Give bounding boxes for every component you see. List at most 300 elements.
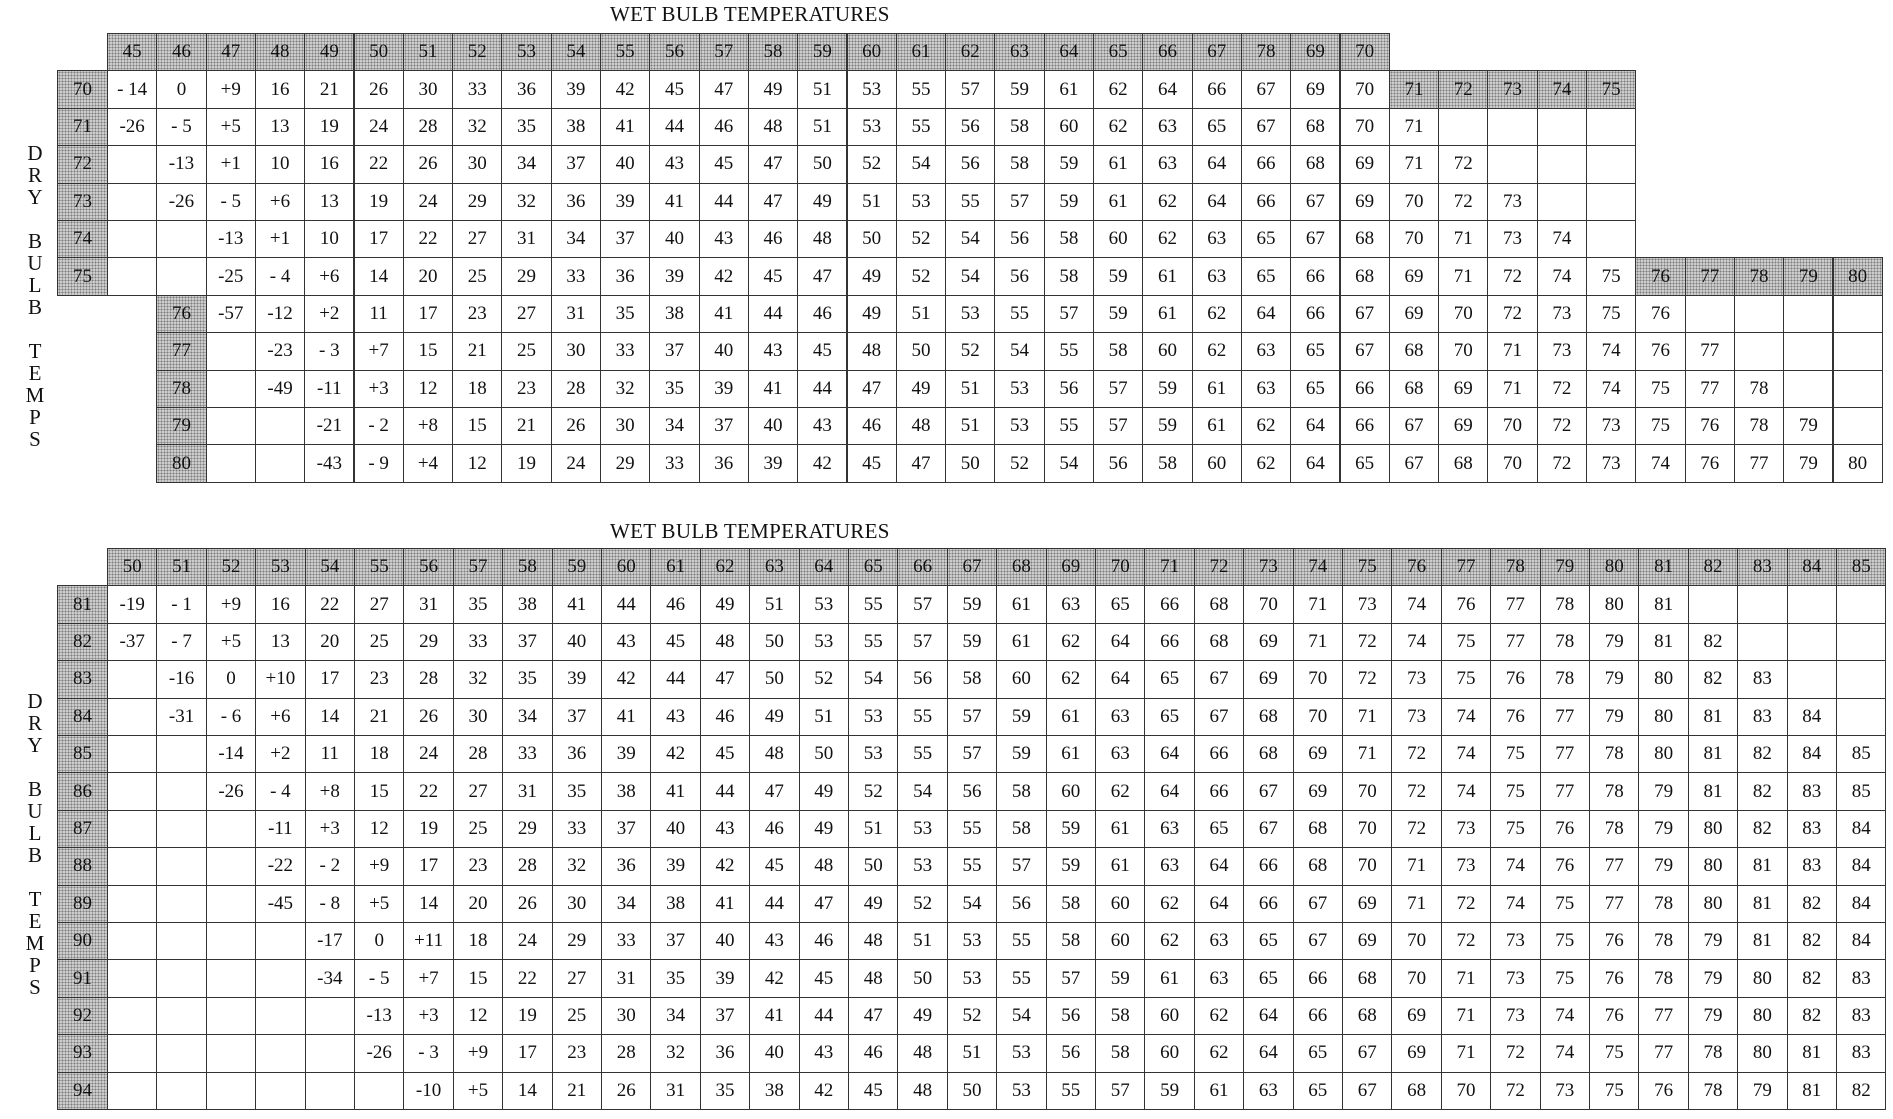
table-cell: 74 <box>1490 885 1540 923</box>
table-cell: 62 <box>1144 885 1194 923</box>
wet-bulb-header: 69 <box>1046 548 1096 586</box>
table-cell: 44 <box>749 885 799 923</box>
table-cell: 65 <box>1243 922 1293 960</box>
table-cell: 39 <box>649 257 699 295</box>
table-cell: 79 <box>1589 698 1639 736</box>
table-cell <box>107 145 157 183</box>
table-cell <box>1836 585 1886 623</box>
table-cell: 68 <box>1290 108 1340 146</box>
table-cell: 78 <box>1638 959 1688 997</box>
table-cell: 67 <box>1194 660 1244 698</box>
table-cell: 56 <box>897 660 947 698</box>
wet-bulb-header: 76 <box>1391 548 1441 586</box>
table-cell <box>1537 145 1587 183</box>
table-cell: 60 <box>1144 997 1194 1035</box>
table-cell: 43 <box>799 1034 849 1072</box>
table-cell: 72 <box>1487 257 1537 295</box>
table-cell: 71 <box>1441 959 1491 997</box>
wet-bulb-header: 65 <box>848 548 898 586</box>
table-cell <box>1833 332 1883 370</box>
table-cell: 52 <box>847 145 897 183</box>
table-cell: 75 <box>1586 295 1636 333</box>
table-cell: 43 <box>699 220 749 258</box>
table-cell: 51 <box>896 295 946 333</box>
table-cell: 67 <box>1241 108 1291 146</box>
table-cell: 22 <box>502 959 552 997</box>
table-cell: 61 <box>1095 847 1145 885</box>
table-cell: 73 <box>1586 444 1636 482</box>
dry-bulb-label: 71 <box>57 108 108 146</box>
dry-bulb-label: 91 <box>57 959 108 997</box>
table-cell: 58 <box>1044 220 1094 258</box>
table-cell: 55 <box>945 183 995 221</box>
dry-bulb-label: 93 <box>57 1034 108 1072</box>
table-cell: 50 <box>797 145 847 183</box>
side-letter: P <box>29 953 41 977</box>
table-cell: 67 <box>1293 885 1343 923</box>
table-cell: 83 <box>1737 698 1787 736</box>
table-cell: 13 <box>304 183 354 221</box>
table-cell: 27 <box>552 959 602 997</box>
table-cell: 70 <box>1293 698 1343 736</box>
table-cell: 78 <box>1589 772 1639 810</box>
dry-bulb-label: 90 <box>57 922 108 960</box>
table-cell: 82 <box>1737 735 1787 773</box>
table-cell: 53 <box>996 1034 1046 1072</box>
table-cell: 57 <box>897 623 947 661</box>
table-cell: 33 <box>551 257 601 295</box>
table-cell: 81 <box>1688 698 1738 736</box>
table-cell: 61 <box>1093 145 1143 183</box>
table-cell: 65 <box>1241 220 1291 258</box>
table-cell: 66 <box>1192 70 1242 108</box>
wet-bulb-header: 57 <box>699 33 749 71</box>
side-letter <box>20 208 50 230</box>
table-cell: 62 <box>1142 220 1192 258</box>
table-cell: 78 <box>1688 1034 1738 1072</box>
table-cell: 52 <box>799 660 849 698</box>
table-cell: 59 <box>1142 370 1192 408</box>
table-cell: 18 <box>453 922 503 960</box>
table-cell: 76 <box>1685 444 1735 482</box>
table-cell: 11 <box>305 735 355 773</box>
table-cell: 78 <box>1734 407 1784 445</box>
table-cell: 55 <box>994 295 1044 333</box>
table-cell: 55 <box>1044 407 1094 445</box>
table-cell: 62 <box>1093 108 1143 146</box>
table-cell <box>107 997 157 1035</box>
table-cell: - 4 <box>255 772 305 810</box>
table-cell: 81 <box>1688 735 1738 773</box>
table-cell: 74 <box>1540 1034 1590 1072</box>
table-cell <box>107 220 157 258</box>
table-cell: 71 <box>1441 1034 1491 1072</box>
table-cell: 81 <box>1688 772 1738 810</box>
table-cell: 59 <box>1095 959 1145 997</box>
table-cell: 73 <box>1586 407 1636 445</box>
table-cell: 53 <box>847 108 897 146</box>
side-letter: E <box>28 909 42 933</box>
table-cell: 59 <box>1093 257 1143 295</box>
table-cell: 81 <box>1737 847 1787 885</box>
table-cell: 51 <box>797 70 847 108</box>
side-letter: P <box>29 405 41 429</box>
wet-bulb-header: 46 <box>156 33 206 71</box>
table-cell: 73 <box>1391 698 1441 736</box>
table-cell: 78 <box>1638 885 1688 923</box>
table-cell: 73 <box>1342 585 1392 623</box>
table-cell: 63 <box>1241 332 1291 370</box>
table-cell: 68 <box>1243 698 1293 736</box>
table-cell: 66 <box>1293 997 1343 1035</box>
table-cell: 71 <box>1293 585 1343 623</box>
table-cell: 70 <box>1340 70 1390 108</box>
table-cell: 44 <box>748 295 798 333</box>
wet-bulb-header: 74 <box>1537 70 1587 108</box>
table-cell: 83 <box>1836 997 1886 1035</box>
table-cell: +5 <box>206 623 256 661</box>
table-cell <box>1734 332 1784 370</box>
table-cell: 35 <box>700 1072 750 1110</box>
table-cell: 34 <box>502 698 552 736</box>
table-cell: 68 <box>1391 1072 1441 1110</box>
wet-bulb-header: 77 <box>1441 548 1491 586</box>
table-cell <box>305 1034 355 1072</box>
wet-bulb-header: 61 <box>896 33 946 71</box>
table-cell: 42 <box>799 1072 849 1110</box>
table-cell: 62 <box>1241 407 1291 445</box>
table-cell <box>1586 145 1636 183</box>
table-cell: 22 <box>403 220 453 258</box>
table-cell: 65 <box>1241 257 1291 295</box>
table-cell <box>206 885 256 923</box>
table-cell: 73 <box>1441 810 1491 848</box>
table-cell: 24 <box>403 735 453 773</box>
table-cell: 70 <box>1487 444 1537 482</box>
table-cell: 57 <box>1093 407 1143 445</box>
table-cell: 59 <box>947 623 997 661</box>
table-cell: 47 <box>748 183 798 221</box>
table-cell: 55 <box>897 735 947 773</box>
table-cell: 30 <box>551 332 601 370</box>
wet-bulb-header: 47 <box>206 33 256 71</box>
table-cell <box>1833 370 1883 408</box>
table-cell: 56 <box>947 772 997 810</box>
table-cell: 61 <box>1095 810 1145 848</box>
table-cell: 48 <box>848 922 898 960</box>
table-cell: 74 <box>1490 847 1540 885</box>
table-cell: 32 <box>501 183 551 221</box>
table-cell: 43 <box>749 922 799 960</box>
table-cell: 57 <box>945 70 995 108</box>
table-cell: -13 <box>156 145 206 183</box>
table-cell: 73 <box>1537 332 1587 370</box>
table-cell <box>107 660 157 698</box>
table-cell: 52 <box>947 997 997 1035</box>
table-cell: 53 <box>897 847 947 885</box>
table-cell: 67 <box>1340 295 1390 333</box>
dry-bulb-label: 82 <box>57 623 108 661</box>
table-cell: 65 <box>1293 1034 1343 1072</box>
table-cell: 59 <box>1142 407 1192 445</box>
table-cell: 41 <box>749 997 799 1035</box>
dry-bulb-label: 92 <box>57 997 108 1035</box>
table-cell: +2 <box>304 295 354 333</box>
table-cell: 72 <box>1438 183 1488 221</box>
table-cell <box>305 997 355 1035</box>
table-cell: 19 <box>403 810 453 848</box>
table-cell: 33 <box>649 444 699 482</box>
table-cell: 70 <box>1389 183 1439 221</box>
table-cell: 71 <box>1487 332 1537 370</box>
table-cell: +7 <box>354 332 404 370</box>
table-cell: 59 <box>1046 810 1096 848</box>
wet-bulb-header: 64 <box>1044 33 1094 71</box>
table-cell: 77 <box>1685 332 1735 370</box>
table-cell: 40 <box>699 332 749 370</box>
table-cell <box>1438 108 1488 146</box>
table-cell: 69 <box>1389 295 1439 333</box>
side-letter: S <box>29 427 41 451</box>
table-cell: 65 <box>1290 332 1340 370</box>
table-cell: 68 <box>1194 585 1244 623</box>
table-cell: 75 <box>1441 623 1491 661</box>
table-cell: 36 <box>601 847 651 885</box>
table-cell: 80 <box>1638 660 1688 698</box>
table-cell: 63 <box>1095 698 1145 736</box>
table-cell: 47 <box>700 660 750 698</box>
table-cell: 21 <box>501 407 551 445</box>
table-cell: +9 <box>206 585 256 623</box>
table-cell <box>156 885 206 923</box>
table-cell: -43 <box>304 444 354 482</box>
table-cell: 69 <box>1438 407 1488 445</box>
table-cell: 21 <box>452 332 502 370</box>
table-cell: 84 <box>1836 810 1886 848</box>
table-cell <box>1787 660 1837 698</box>
table-cell: 62 <box>1095 772 1145 810</box>
table-cell: 74 <box>1586 370 1636 408</box>
table-cell: 68 <box>1293 810 1343 848</box>
table-cell: 42 <box>749 959 799 997</box>
table-cell: 64 <box>1142 70 1192 108</box>
table-cell <box>107 698 157 736</box>
table-cell: +8 <box>403 407 453 445</box>
table-cell: 37 <box>502 623 552 661</box>
table-cell: -57 <box>206 295 256 333</box>
table-cell: 44 <box>797 370 847 408</box>
wet-bulb-header: 45 <box>107 33 157 71</box>
table-cell <box>255 959 305 997</box>
table-cell: 62 <box>1194 1034 1244 1072</box>
table-cell: 73 <box>1490 997 1540 1035</box>
table-cell: 54 <box>996 997 1046 1035</box>
table-cell: 45 <box>847 444 897 482</box>
table-cell: 43 <box>797 407 847 445</box>
table-cell: 31 <box>551 295 601 333</box>
table-cell <box>156 1072 206 1110</box>
table-cell: - 5 <box>156 108 206 146</box>
wet-bulb-header: 78 <box>1734 257 1784 295</box>
wet-bulb-header: 83 <box>1737 548 1787 586</box>
table-cell: 80 <box>1688 810 1738 848</box>
table-cell: 37 <box>601 810 651 848</box>
table-cell: 70 <box>1391 922 1441 960</box>
table-cell: 58 <box>996 810 1046 848</box>
table-cell: 53 <box>848 735 898 773</box>
table-cell: 45 <box>848 1072 898 1110</box>
table-cell: 41 <box>650 772 700 810</box>
table-cell: 71 <box>1342 735 1392 773</box>
table-cell: 63 <box>1192 257 1242 295</box>
table-cell: 23 <box>453 847 503 885</box>
table-cell: 41 <box>748 370 798 408</box>
table-cell: 54 <box>897 772 947 810</box>
dry-bulb-label: 86 <box>57 772 108 810</box>
table-cell: 70 <box>1342 810 1392 848</box>
table-cell <box>206 997 256 1035</box>
table-cell: 75 <box>1490 810 1540 848</box>
table-cell: 73 <box>1490 922 1540 960</box>
table-cell: 35 <box>552 772 602 810</box>
table-cell: 57 <box>1093 370 1143 408</box>
table-cell: 49 <box>797 183 847 221</box>
table-cell: 30 <box>600 407 650 445</box>
table-cell: 66 <box>1241 183 1291 221</box>
table-cell: 55 <box>897 698 947 736</box>
table-cell: 75 <box>1586 257 1636 295</box>
table-cell: 46 <box>749 810 799 848</box>
table-cell: - 1 <box>156 585 206 623</box>
wet-bulb-header: 58 <box>748 33 798 71</box>
table-cell: 27 <box>453 772 503 810</box>
wet-bulb-header: 48 <box>255 33 305 71</box>
table-cell: 61 <box>1046 735 1096 773</box>
table-cell: 17 <box>403 847 453 885</box>
dry-bulb-label: 70 <box>57 70 108 108</box>
table-cell: 74 <box>1391 585 1441 623</box>
table-cell: 34 <box>601 885 651 923</box>
table-cell: 67 <box>1342 1072 1392 1110</box>
table-cell: 83 <box>1787 810 1837 848</box>
table-cell: 70 <box>1243 585 1293 623</box>
table-cell: 78 <box>1589 810 1639 848</box>
table-cell: 37 <box>650 922 700 960</box>
table-cell <box>1787 623 1837 661</box>
table-cell: 77 <box>1540 735 1590 773</box>
wet-bulb-header: 60 <box>601 548 651 586</box>
table-cell: 10 <box>304 220 354 258</box>
table-cell: 12 <box>354 810 404 848</box>
table-cell: 84 <box>1836 885 1886 923</box>
dry-bulb-label: 76 <box>156 295 206 333</box>
table-cell: 67 <box>1243 810 1293 848</box>
table-cell: 55 <box>1046 1072 1096 1110</box>
table-cell: 48 <box>897 1034 947 1072</box>
table1-side-label <box>20 142 50 450</box>
wet-bulb-header: 52 <box>206 548 256 586</box>
table-cell: +9 <box>206 70 256 108</box>
table-cell: 68 <box>1342 959 1392 997</box>
table-cell: 72 <box>1391 772 1441 810</box>
table-cell <box>1836 660 1886 698</box>
table-cell: -26 <box>156 183 206 221</box>
table-cell: 47 <box>896 444 946 482</box>
table-cell: 40 <box>600 145 650 183</box>
table-cell: 47 <box>748 145 798 183</box>
table-cell: 34 <box>501 145 551 183</box>
table-cell: 58 <box>1046 922 1096 960</box>
table1-title: WET BULB TEMPERATURES <box>610 2 890 26</box>
table-cell: 50 <box>799 735 849 773</box>
table-cell: 49 <box>847 257 897 295</box>
table-cell: 60 <box>1044 108 1094 146</box>
table-cell: 54 <box>945 257 995 295</box>
table-cell: - 2 <box>305 847 355 885</box>
table-cell: 75 <box>1589 1072 1639 1110</box>
table-cell: 16 <box>255 585 305 623</box>
table-cell: 18 <box>354 735 404 773</box>
table-cell: +5 <box>206 108 256 146</box>
table-cell: 81 <box>1787 1072 1837 1110</box>
table-cell: 55 <box>896 70 946 108</box>
table-cell: 72 <box>1438 145 1488 183</box>
table-cell: 49 <box>897 997 947 1035</box>
table-cell: 54 <box>848 660 898 698</box>
wet-bulb-header: 75 <box>1342 548 1392 586</box>
side-letter: D <box>27 141 43 165</box>
table-cell: -13 <box>206 220 256 258</box>
table-cell: 72 <box>1391 735 1441 773</box>
table-cell: - 14 <box>107 70 157 108</box>
table-cell: 77 <box>1638 1034 1688 1072</box>
table-cell: 66 <box>1340 407 1390 445</box>
table-cell: 52 <box>897 885 947 923</box>
table-cell: 72 <box>1441 885 1491 923</box>
table-cell: 39 <box>748 444 798 482</box>
table-cell: 82 <box>1688 623 1738 661</box>
table-cell: 22 <box>354 145 404 183</box>
table-cell: 19 <box>354 183 404 221</box>
table-cell: - 3 <box>403 1034 453 1072</box>
table-cell: 83 <box>1836 959 1886 997</box>
side-letter: M <box>25 383 45 407</box>
table-cell: 65 <box>1243 959 1293 997</box>
table-cell: -12 <box>255 295 305 333</box>
table-cell: 25 <box>452 257 502 295</box>
table-cell: 70 <box>1438 332 1488 370</box>
table-cell: 11 <box>354 295 404 333</box>
table-cell: 26 <box>403 698 453 736</box>
table-cell: +9 <box>453 1034 503 1072</box>
table-cell: 32 <box>552 847 602 885</box>
table-cell: 50 <box>897 959 947 997</box>
table-cell: 71 <box>1441 997 1491 1035</box>
table-cell: +1 <box>206 145 256 183</box>
wet-bulb-header: 55 <box>600 33 650 71</box>
wet-bulb-header: 53 <box>501 33 551 71</box>
table-cell <box>255 407 305 445</box>
table-cell: -34 <box>305 959 355 997</box>
table-cell: 84 <box>1836 922 1886 960</box>
wet-bulb-header: 60 <box>847 33 897 71</box>
table-cell: 57 <box>947 735 997 773</box>
side-letter <box>20 318 50 340</box>
table-cell: 49 <box>896 370 946 408</box>
table-cell: 72 <box>1391 810 1441 848</box>
table-cell <box>305 1072 355 1110</box>
table-cell: 66 <box>1340 370 1390 408</box>
